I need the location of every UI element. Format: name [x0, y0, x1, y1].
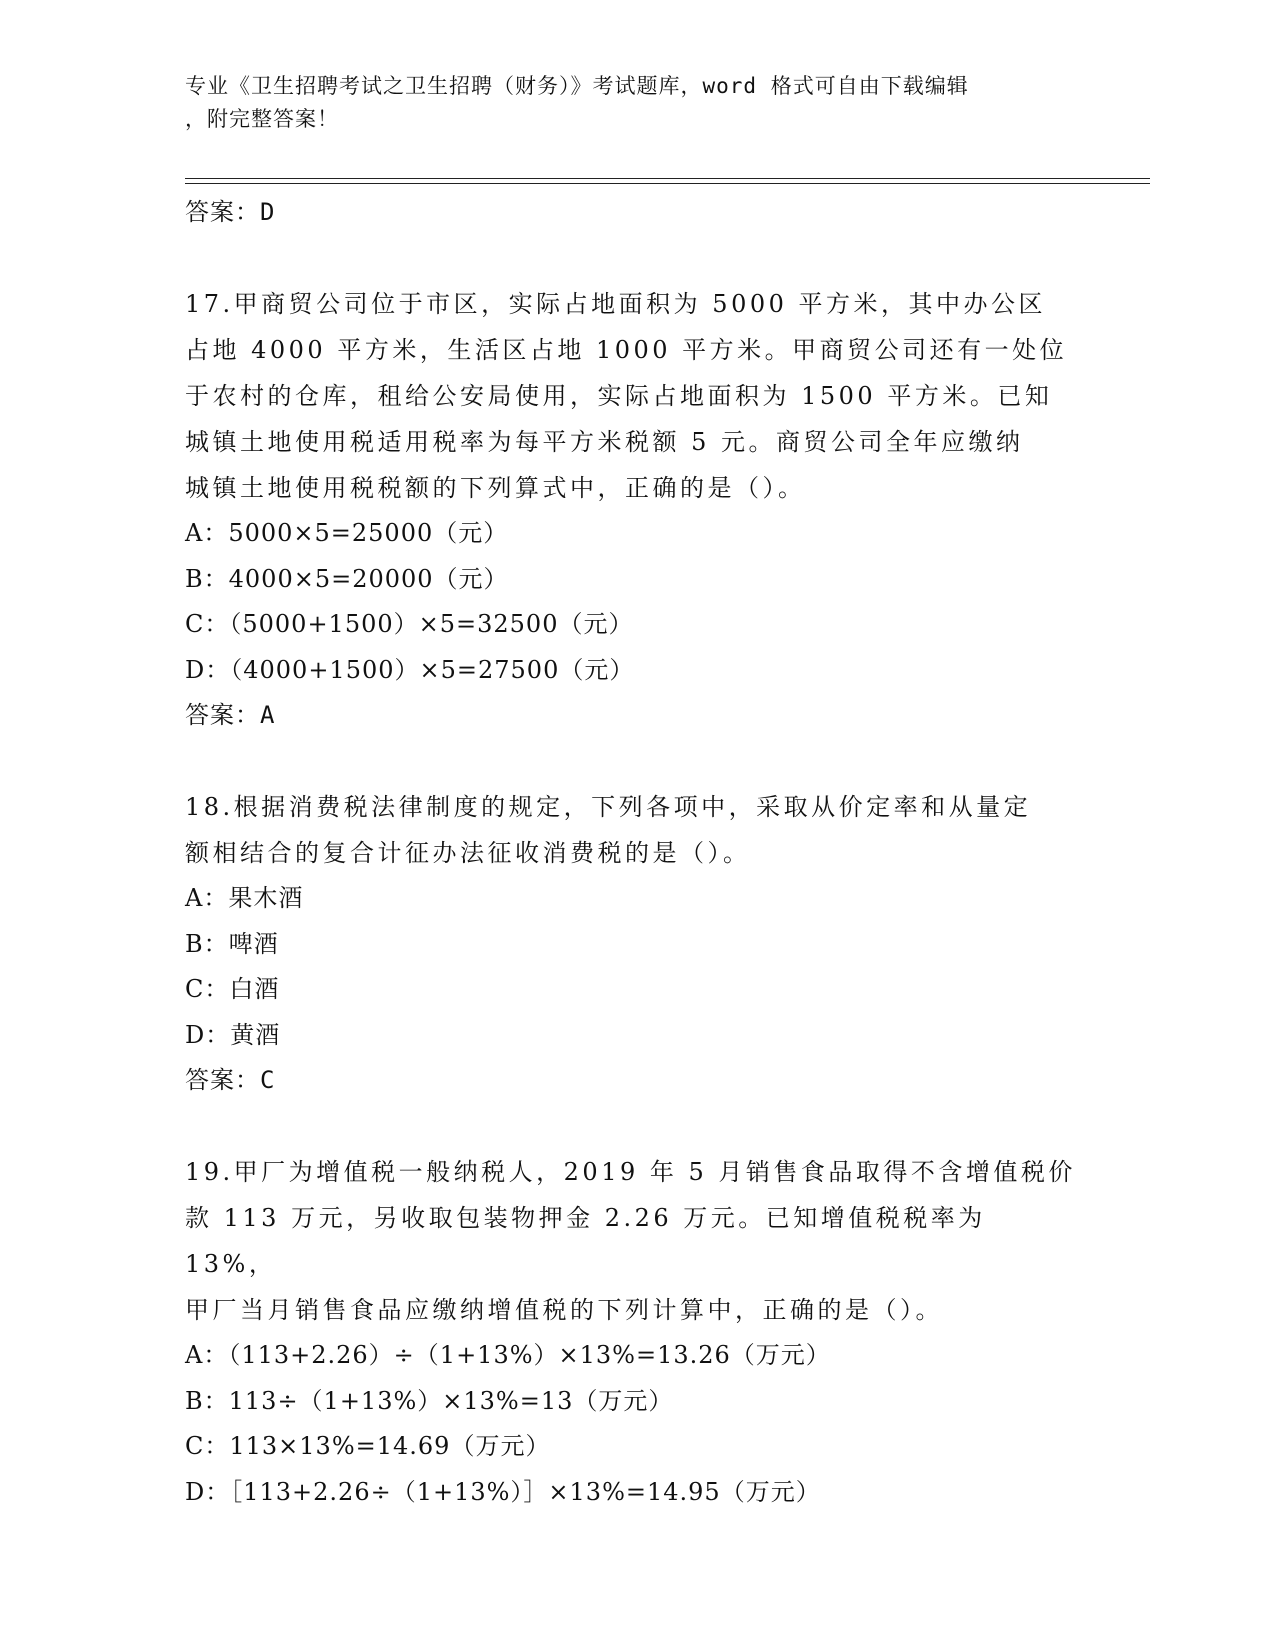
- option-a: A：果木酒: [185, 884, 304, 912]
- stem-line: 额相结合的复合计征办法征收消费税的是（）。: [185, 839, 751, 867]
- option-b: B：113÷（1+13%）×13%=13（万元）: [185, 1386, 674, 1415]
- option-d: D：（4000+1500）×5=27500（元）: [185, 655, 635, 684]
- header-divider-bottom: [185, 183, 1150, 184]
- page-header: [185, 70, 1065, 136]
- answer-line: 答案：A: [185, 701, 276, 729]
- option-d: D：黄酒: [185, 1020, 281, 1049]
- stem-line: 19.甲厂为增值税一般纳税人，2019 年 5 月销售食品取得不含增值税价: [185, 1158, 1076, 1186]
- option-c: C：白酒: [185, 975, 280, 1003]
- stem-line: 18.根据消费税法律制度的规定，下列各项中，采取从价定率和从量定: [185, 793, 1032, 821]
- answer-line: 答案：C: [185, 1066, 276, 1094]
- option-c: C：113×13%=14.69（万元）: [185, 1432, 551, 1460]
- header-line-1: 专业《卫生招聘考试之卫生招聘（财务）》考试题库，word 格式可自由下载编辑: [185, 74, 969, 98]
- question-stem: [185, 281, 1085, 511]
- header-line-2: ，附完整答案！: [185, 107, 339, 131]
- header-divider-top: [185, 178, 1150, 179]
- stem-line: 占地 4000 平方米，生活区占地 1000 平方米。甲商贸公司还有一处位: [185, 336, 1068, 364]
- question-stem: [185, 1149, 1085, 1333]
- stem-line: 款 113 万元，另收取包装物押金 2.26 万元。已知增值税税率为 13%，: [185, 1204, 986, 1278]
- option-d: D：［113+2.26÷（1+13%）］×13%=14.95（万元）: [185, 1477, 821, 1506]
- stem-line: 城镇土地使用税税额的下列算式中，正确的是（）。: [185, 474, 806, 502]
- option-b: B：啤酒: [185, 929, 279, 958]
- question-18: [185, 784, 1085, 1103]
- question-17: [185, 281, 1085, 738]
- stem-line: 17.甲商贸公司位于市区，实际占地面积为 5000 平方米，其中办公区: [185, 290, 1047, 318]
- option-a: A：5000×5=25000（元）: [185, 519, 509, 547]
- stem-line: 于农村的仓库，租给公安局使用，实际占地面积为 1500 平方米。已知: [185, 382, 1053, 410]
- question-19: [185, 1149, 1085, 1515]
- option-a: A：（113+2.26）÷（1+13%）×13%=13.26（万元）: [185, 1341, 831, 1369]
- previous-answer: 答案：D: [185, 198, 276, 226]
- stem-line: 城镇土地使用税适用税率为每平方米税额 5 元。商贸公司全年应缴纳: [185, 428, 1024, 456]
- option-b: B：4000×5=20000（元）: [185, 564, 509, 593]
- option-c: C：（5000+1500）×5=32500（元）: [185, 610, 634, 638]
- document-body: [185, 190, 1085, 1515]
- question-stem: [185, 784, 1085, 876]
- stem-line: 甲厂当月销售食品应缴纳增值税的下列计算中，正确的是（）。: [185, 1296, 943, 1324]
